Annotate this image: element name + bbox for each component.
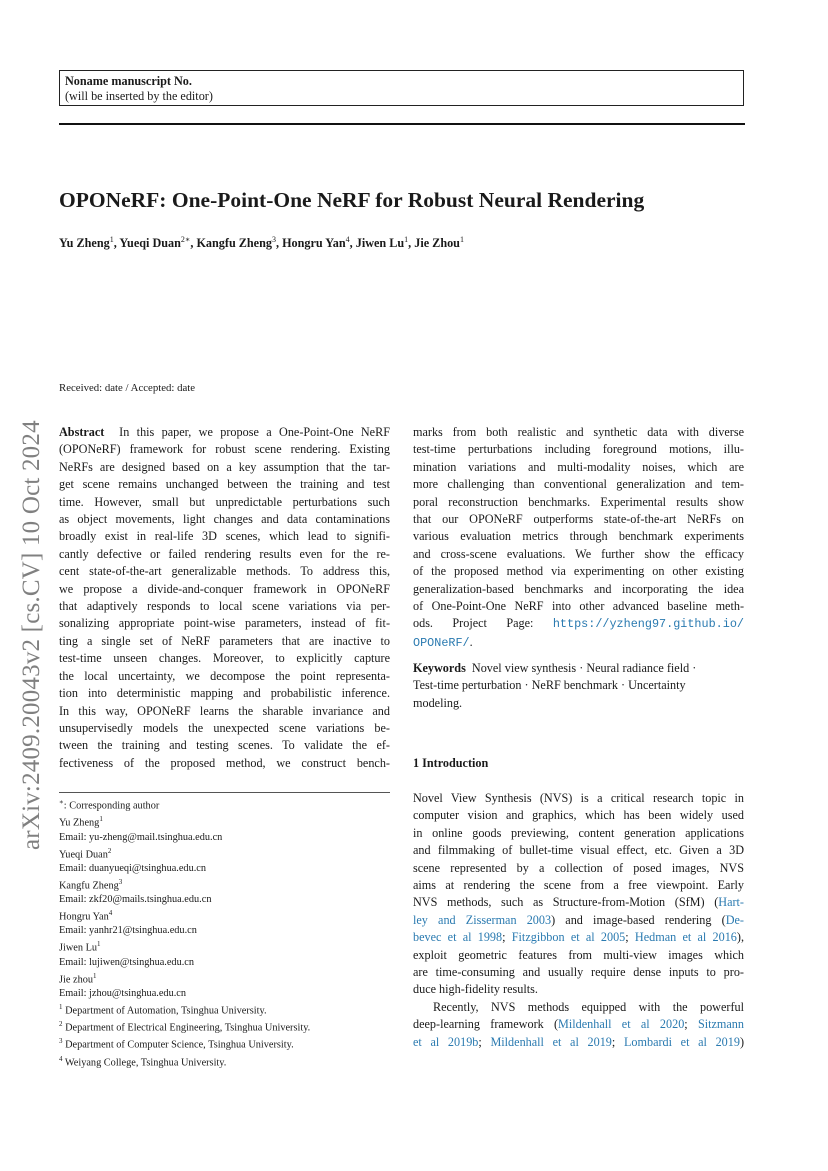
- intro-line: exploit geometric features from multi-view images which: [413, 947, 744, 962]
- author-name: Jie Zhou: [414, 236, 460, 251]
- abstract-line: poral reconstruction benchmarks. Experimental results show: [413, 494, 744, 509]
- arxiv-stamp: arXiv:2409.20043v2 [cs.CV] 10 Oct 2024: [18, 420, 45, 850]
- author-affiliation-mark: 1: [459, 235, 464, 244]
- footnote-author: Yu Zheng$^1$: [59, 815, 103, 829]
- abstract-line: fectiveness of the proposed method, we construct bench-: [59, 755, 390, 770]
- footnote-author: Hongru Yan$^4$: [59, 909, 113, 923]
- abstract-line: In this way, OPONeRF learns the sharable invariance and: [59, 703, 390, 718]
- keywords-line-3: modeling.: [413, 695, 463, 710]
- abstract-line: Abstract In this paper, we propose a One-Point-One NeRF: [59, 425, 390, 439]
- intro-line: ley and Zisserman 2003) and image-based rendering (De-: [413, 912, 744, 927]
- author-name: Yu Zheng: [59, 236, 110, 251]
- author-list: Yu Zheng$^1$, Yueqi Duan$^{2∗}$, Kangfu Zheng$^3$, Hongru Yan$^4$, Jiwen Lu$^1$, Jie Zhou$^1$: [59, 235, 464, 251]
- keywords-line-1: Novel view synthesis · Neural radiance field ·: [471, 661, 697, 675]
- footnote-mark: 2: [59, 1020, 63, 1029]
- citation-link[interactable]: De-: [725, 912, 744, 927]
- abstract-line: marks from both realistic and synthetic data with diverse: [413, 425, 744, 439]
- citation-link[interactable]: Sitzmann: [697, 1017, 744, 1032]
- intro-line: and filmmaking of bullet-time visual effect, etc. Given a 3D: [413, 843, 744, 858]
- citation-link[interactable]: bevec et al 1998: [413, 930, 503, 945]
- paper-title: OPONeRF: One-Point-One NeRF for Robust Neural Rendering: [59, 188, 645, 212]
- abstract-line: more challenging than conventional generalization and tem-: [413, 477, 744, 492]
- footnote-mark: 3: [59, 1037, 63, 1046]
- footnote-mark: 1: [93, 971, 97, 980]
- footnote-affiliation: $^1$ Department of Automation, Tsinghua University.: [59, 1002, 267, 1017]
- footnotes: [59, 796, 399, 1070]
- citation-link[interactable]: et al 2019b: [413, 1034, 479, 1049]
- project-page-link-cont[interactable]: OPONeRF/: [413, 635, 470, 650]
- abstract-right-column: [413, 424, 744, 652]
- author-affiliation-mark: 1: [109, 235, 114, 244]
- abstract-line: various evaluation metrics through benchmark experiments: [413, 529, 744, 544]
- abstract-left-column: [59, 424, 390, 772]
- abstract-line: broadly exist in real-life 3D scenes, which lead to signifi-: [59, 529, 390, 544]
- intro-line: scene represented by a collection of posed images, NVS: [413, 860, 744, 875]
- keywords-heading: Keywords: [413, 661, 466, 675]
- abstract-line: and cross-scene evaluations. We further show the efficacy: [413, 546, 744, 561]
- citation-link[interactable]: Mildenhall et al 2020: [558, 1017, 685, 1032]
- footnote-mark: 3: [118, 877, 123, 886]
- intro-line: Novel View Synthesis (NVS) is a critical research topic in: [413, 791, 744, 805]
- author-affiliation-mark: 1: [404, 235, 409, 244]
- author-name: Yueqi Duan: [119, 236, 181, 251]
- abstract-line: the local uncertainty, we decompose the point representa-: [59, 668, 390, 683]
- footnote-email: Email: duanyueqi@tsinghua.edu.cn: [59, 862, 207, 874]
- author-name: Kangfu Zheng: [196, 236, 272, 251]
- author-affiliation-mark: 2∗: [180, 235, 191, 244]
- abstract-line: that adaptively responds to local scene variations via per-: [59, 599, 390, 614]
- footnote-email: Email: zkf20@mails.tsinghua.edu.cn: [59, 894, 212, 906]
- introduction-body: [413, 790, 744, 1051]
- abstract-line: get scene remains unchanged between the training and test: [59, 477, 390, 492]
- intro-line: computer vision and graphics, which has been widely used: [413, 808, 744, 823]
- abstract-line: test-time perturbations including foreground motions, illu-: [413, 442, 744, 457]
- intro-line: in online goods previewing, content generation applications: [413, 825, 744, 840]
- manuscript-number: Noname manuscript No.: [65, 74, 192, 88]
- footnote-author: Jie zhou$^1$: [59, 971, 97, 985]
- intro-line: NVS methods, such as Structure-from-Motion (SfM) (Hart-: [413, 895, 744, 910]
- abstract-line: cantly defective or failed rendering results even for the re-: [59, 546, 390, 561]
- footnote-mark: ∗: [59, 798, 64, 806]
- footnote-email: Email: jzhou@tsinghua.edu.cn: [59, 987, 187, 999]
- citation-link[interactable]: Fitzgibbon et al 2005: [511, 930, 626, 945]
- footnote-affiliation: $^3$ Department of Computer Science, Tsinghua University.: [59, 1037, 294, 1051]
- abstract-line: unsupervisedly models the unexpected scene variations be-: [59, 720, 390, 735]
- footnote-email: Email: yu-zheng@mail.tsinghua.edu.cn: [59, 831, 223, 843]
- abstract-line: generalization-based benchmarks and incorporating the idea: [413, 581, 744, 596]
- footnote-mark: 1: [97, 940, 101, 949]
- intro-line: deep-learning framework (Mildenhall et al 2020; Sitzmann: [413, 1017, 744, 1032]
- author-affiliation-mark: 4: [345, 235, 350, 244]
- abstract-line: NeRFs are designed based on a key assumption that the tar-: [59, 459, 390, 474]
- abstract-heading: Abstract: [59, 425, 105, 439]
- abstract-line: time. However, small but unpredictable perturbations such: [59, 494, 390, 509]
- abstract-line: ods. Project Page: https://yzheng97.github.io/: [413, 616, 744, 632]
- footnote-affiliation: $^4$ Weiyang College, Tsinghua University.: [59, 1054, 227, 1069]
- abstract-line: tion into deterministic mapping and probabilistic inference.: [59, 686, 390, 701]
- footnote-corresponding: ∗: Corresponding author: [59, 798, 160, 812]
- abstract-line: ting a single set of NeRF parameters that are inactive to: [59, 633, 390, 648]
- abstract-line: of One-Point-One NeRF into other advanced baseline meth-: [413, 599, 744, 614]
- intro-line: are time-consuming and usually require dense inputs to pro-: [413, 965, 744, 980]
- section-heading-introduction: 1 Introduction: [413, 756, 489, 770]
- footnote-mark: 2: [107, 846, 112, 855]
- citation-link[interactable]: Hart-: [718, 895, 744, 910]
- abstract-line: that our OPONeRF outperforms state-of-the-art NeRFs on: [413, 512, 744, 527]
- abstract-line: mination variations and multi-modality noises, which are: [413, 459, 744, 474]
- citation-link[interactable]: Lombardi et al 2019: [623, 1034, 740, 1049]
- abstract-line: sonalizing appropriate point-wise parameters, instead of fit-: [59, 616, 390, 631]
- author-name: Jiwen Lu: [355, 236, 405, 251]
- abstract-line: as object movements, light changes and data contaminations: [59, 512, 390, 527]
- header-rule: [59, 123, 745, 125]
- footnote-mark: 4: [108, 909, 113, 918]
- footnote-author: Yueqi Duan$^2$: [59, 846, 112, 860]
- abstract-line: we propose a divide-and-conquer framework in OPONeRF: [59, 581, 390, 596]
- abstract-line: (OPONeRF) framework for robust scene rendering. Existing: [59, 442, 390, 457]
- footnote-rule: [59, 792, 390, 793]
- author-name: Hongru Yan: [282, 236, 346, 251]
- intro-line: et al 2019b; Mildenhall et al 2019; Lombardi et al 2019): [413, 1034, 745, 1049]
- abstract-line: of the proposed method via experimenting on other existing: [413, 564, 744, 579]
- footnote-email: Email: yanhr21@tsinghua.edu.cn: [59, 925, 197, 937]
- footnote-author: Kangfu Zheng$^3$: [59, 877, 123, 892]
- footnote-mark: 4: [59, 1054, 63, 1063]
- keywords-line-2: Test-time perturbation · NeRF benchmark · Uncertainty: [413, 678, 686, 693]
- received-date: Received: date / Accepted: date: [59, 382, 196, 394]
- citation-link[interactable]: Hedman et al 2016: [634, 930, 737, 945]
- footnote-mark: 1: [99, 815, 103, 824]
- editor-note: (will be inserted by the editor): [65, 89, 213, 103]
- project-page-link[interactable]: https://yzheng97.github.io/: [552, 617, 744, 632]
- citation-link[interactable]: Mildenhall et al 2019: [490, 1034, 612, 1049]
- footnote-email: Email: lujiwen@tsinghua.edu.cn: [59, 956, 195, 968]
- abstract-line: test-time unseen changes. Moreover, to explicitly capture: [59, 651, 390, 666]
- editor-info-box: [59, 70, 744, 106]
- intro-line: bevec et al 1998; Fitzgibbon et al 2005; Hedman et al 2016),: [413, 930, 745, 945]
- keywords-block: [413, 660, 744, 712]
- intro-line: duce high-fidelity results.: [413, 982, 538, 997]
- citation-link[interactable]: ley and Zisserman 2003: [413, 912, 552, 927]
- footnote-affiliation: $^2$ Department of Electrical Engineering, Tsinghua University.: [59, 1020, 311, 1034]
- intro-line: Recently, NVS methods equipped with the powerful: [433, 999, 744, 1014]
- intro-line: aims at rendering the scene from a free viewpoint. Early: [413, 878, 744, 893]
- footnote-mark: 1: [59, 1002, 63, 1011]
- abstract-line: tween the training and testing scenes. To validate the ef-: [59, 738, 390, 753]
- footnote-author: Jiwen Lu$^1$: [59, 940, 101, 954]
- author-affiliation-mark: 3: [271, 235, 276, 244]
- abstract-line: OPONeRF/.: [413, 634, 473, 650]
- abstract-line: cent state-of-the-art generalizable methods. To address this,: [59, 564, 390, 579]
